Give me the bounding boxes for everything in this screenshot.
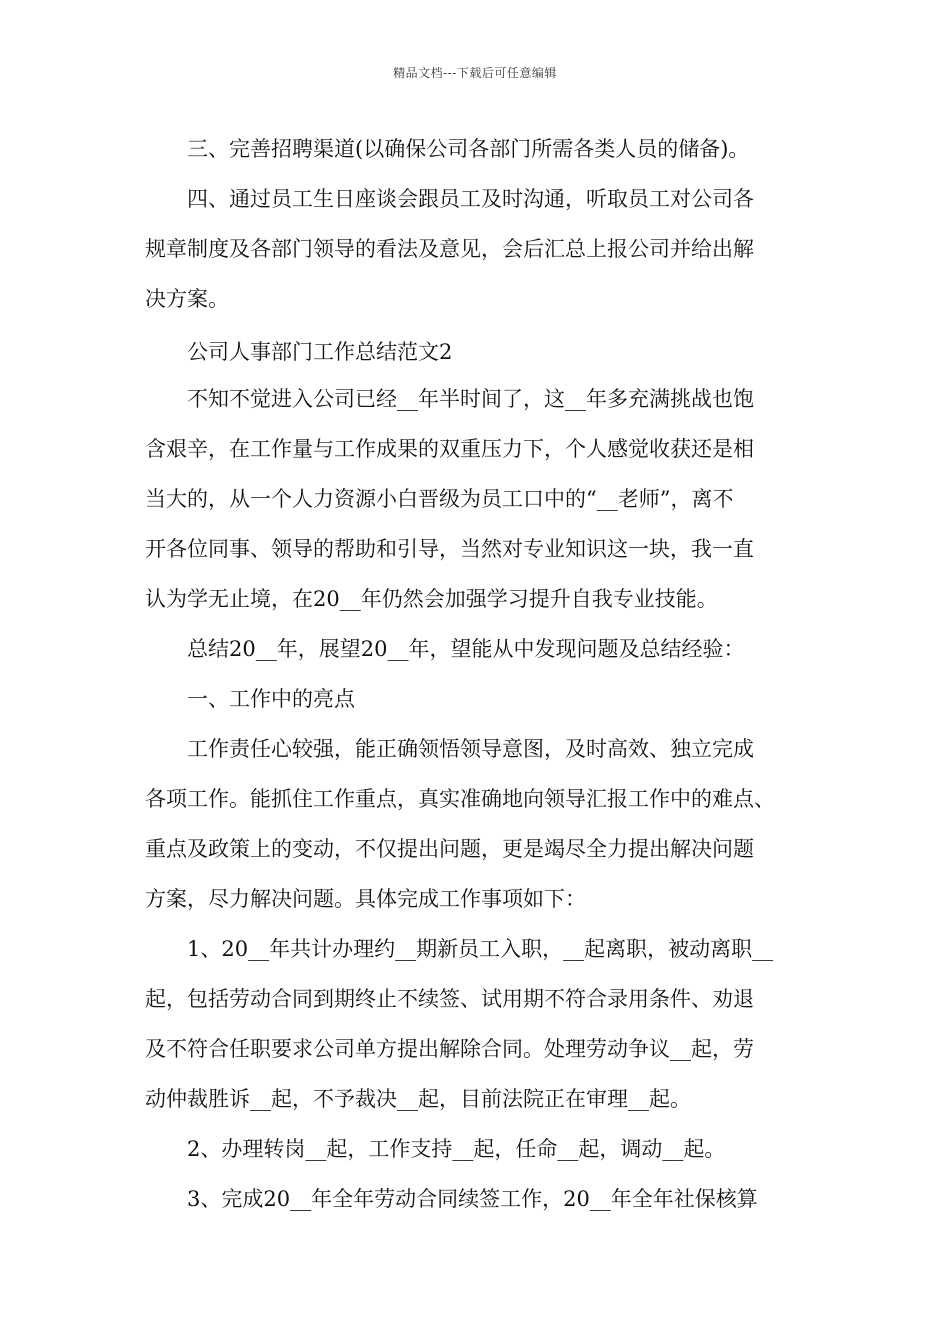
text-line: 1、20__年共计办理约__期新员工入职，__起离职，被动离职__ [145, 937, 774, 961]
text-line: 认为学无止境，在20__年仍然会加强学习提升自我专业技能。 [145, 587, 718, 611]
text-line: 当大的，从一个人力资源小白晋级为员工口中的“__老师”，离不 [145, 487, 734, 511]
page-header: 精品文档---下载后可任意编辑 [393, 66, 557, 80]
text-line: 四、通过员工生日座谈会跟员工及时沟通，听取员工对公司各 [145, 187, 754, 211]
text-line: 方案，尽力解决问题。具体完成工作事项如下： [145, 887, 586, 911]
text-line: 3、完成20__年全年劳动合同续签工作，20__年全年社保核算 [145, 1187, 758, 1211]
section-title: 公司人事部门工作总结范文2 [145, 340, 453, 364]
text-line: 不知不觉进入公司已经__年半时间了，这__年多充满挑战也饱 [145, 387, 754, 411]
text-line: 动仲裁胜诉__起，不予裁决__起，目前法院正在审理__起。 [145, 1087, 691, 1111]
text-line: 规章制度及各部门领导的看法及意见，会后汇总上报公司并给出解 [145, 237, 754, 261]
text-line: 工作责任心较强，能正确领悟领导意图，及时高效、独立完成 [145, 737, 754, 761]
subheading: 一、工作中的亮点 [145, 687, 355, 711]
text-line: 起，包括劳动合同到期终止不续签、试用期不符合录用条件、劝退 [145, 987, 754, 1011]
text-line: 及不符合任职要求公司单方提出解除合同。处理劳动争议__起，劳 [145, 1037, 754, 1061]
text-line: 2、办理转岗__起，工作支持__起，任命__起，调动__起。 [145, 1137, 726, 1161]
text-line: 三、完善招聘渠道(以确保公司各部门所需各类人员的储备)。 [145, 137, 750, 161]
text-line: 重点及政策上的变动，不仅提出问题，更是竭尽全力提出解决问题 [145, 837, 754, 861]
text-line: 决方案。 [145, 287, 229, 311]
text-line: 各项工作。能抓住工作重点，真实准确地向领导汇报工作中的难点、 [145, 787, 775, 811]
text-line: 开各位同事、领导的帮助和引导，当然对专业知识这一块，我一直 [145, 537, 754, 561]
text-line: 总结20__年，展望20__年，望能从中发现问题及总结经验： [145, 637, 745, 661]
text-line: 含艰辛，在工作量与工作成果的双重压力下，个人感觉收获还是相 [145, 437, 754, 461]
